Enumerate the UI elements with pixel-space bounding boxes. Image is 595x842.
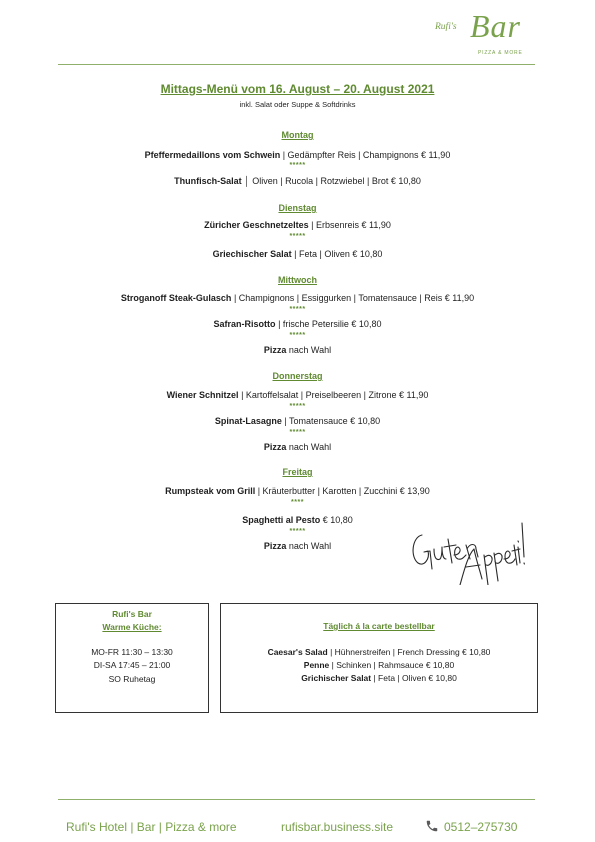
dish-name: Pizza — [263, 442, 287, 452]
day-heading-freitag: Freitag — [282, 467, 313, 477]
separator-stars: ***** — [289, 233, 306, 240]
signature-guten-appetit — [408, 515, 526, 585]
hours-line: DI-SA 17:45 – 21:00 — [93, 660, 171, 670]
alacarte-item: Caesar's Salad | Hühnerstreifen | French Dressing € 10,80 — [267, 647, 491, 657]
dish-name: Safran-Risotto — [213, 319, 276, 329]
dish-desc: € 10,80 — [320, 515, 353, 525]
dish-freitag-1 — [0, 486, 595, 496]
dish-desc: nach Wahl — [286, 345, 332, 355]
dish-desc: | Feta | Oliven € 10,80 — [291, 249, 383, 259]
day-heading-donnerstag: Donnerstag — [272, 371, 323, 381]
alacarte-item: Grichischer Salat | Feta | Oliven € 10,80 — [301, 673, 457, 683]
opening-hours-box — [55, 603, 209, 713]
logo — [430, 8, 530, 56]
footer-divider — [58, 799, 535, 800]
menu-subtitle: inkl. Salat oder Suppe & Softdrinks — [239, 100, 356, 109]
dish-name: Rumpsteak vom Grill — [165, 486, 256, 496]
dish-mittwoch-2 — [0, 319, 595, 329]
dish-name: Pizza — [263, 345, 287, 355]
menu-title: Mittags-Menü vom 16. August – 20. August 2021 — [160, 82, 435, 96]
dish-desc: | frische Petersilie € 10,80 — [275, 319, 382, 329]
logo-bar-text: Bar — [470, 8, 521, 44]
dish-mittwoch-1 — [0, 293, 595, 303]
separator-stars: ***** — [289, 332, 306, 339]
hours-line: MO-FR 11:30 – 13:30 — [91, 647, 173, 657]
dish-name: Spinat-Lasagne — [214, 416, 282, 426]
dish-dienstag-2 — [0, 249, 595, 259]
dish-desc: | Kartoffelsalat | Preiselbeeren | Zitrone € 11,90 — [238, 390, 429, 400]
dish-name: Pizza — [263, 541, 287, 551]
footer-website-link[interactable]: rufisbar.business.site — [281, 820, 394, 834]
dish-donnerstag-1 — [0, 390, 595, 400]
dish-donnerstag-3 — [0, 442, 595, 452]
separator-stars: ***** — [289, 429, 306, 436]
dish-desc: | Gedämpfter Reis | Champignons € 11,90 — [280, 150, 451, 160]
dish-montag-2 — [0, 176, 595, 186]
dish-desc: | Kräuterbutter | Karotten | Zucchini € 13,90 — [255, 486, 430, 496]
dish-name: Züricher Geschnetzeltes — [204, 220, 309, 230]
dish-name: Thunfisch-Salat — [174, 176, 242, 186]
dish-desc: nach Wahl — [286, 442, 332, 452]
separator-stars: **** — [291, 499, 304, 506]
footer-phone-link[interactable]: 0512–275730 — [444, 820, 518, 834]
day-heading-mittwoch: Mittwoch — [278, 275, 317, 285]
separator-stars: ***** — [289, 528, 306, 535]
dish-name: Pfeffermedaillons vom Schwein — [144, 150, 281, 160]
alacarte-heading: Täglich á la carte bestellbar — [323, 621, 435, 631]
dish-desc: │ Oliven | Rucola | Rotzwiebel | Brot € 10,80 — [241, 176, 421, 186]
dish-name: Stroganoff Steak-Gulasch — [120, 293, 232, 303]
dish-name: Wiener Schnitzel — [166, 390, 239, 400]
footer-hotel: Rufi's Hotel | Bar | Pizza & more — [66, 820, 237, 834]
dish-name: Griechischer Salat — [212, 249, 292, 259]
dish-mittwoch-3 — [0, 345, 595, 355]
dish-desc: nach Wahl — [286, 541, 332, 551]
hours-box-heading: Rufi's Bar — [112, 609, 152, 619]
hours-line: SO Ruhetag — [108, 674, 156, 684]
day-heading-montag: Montag — [281, 130, 314, 140]
separator-stars: ***** — [289, 306, 306, 313]
dish-desc: | Tomatensauce € 10,80 — [281, 416, 381, 426]
dish-dienstag-1 — [0, 220, 595, 230]
logo-tagline: PIZZA & MORE — [478, 50, 523, 56]
logo-script-text: Rufi's — [435, 22, 457, 32]
dish-name: Spaghetti al Pesto — [242, 515, 321, 525]
alacarte-box — [220, 603, 538, 713]
separator-stars: ***** — [289, 162, 306, 169]
phone-icon — [425, 819, 439, 833]
separator-stars: ***** — [289, 403, 306, 410]
header-divider — [58, 64, 535, 65]
dish-desc: | Champignons | Essiggurken | Tomatensauce | Reis € 11,90 — [231, 293, 475, 303]
dish-desc: | Erbsenreis € 11,90 — [308, 220, 391, 230]
day-heading-dienstag: Dienstag — [278, 203, 317, 213]
hours-box-subheading: Warme Küche: — [102, 622, 162, 632]
dish-donnerstag-2 — [0, 416, 595, 426]
dish-montag-1 — [0, 150, 595, 160]
alacarte-item: Penne | Schinken | Rahmsauce € 10,80 — [303, 660, 455, 670]
